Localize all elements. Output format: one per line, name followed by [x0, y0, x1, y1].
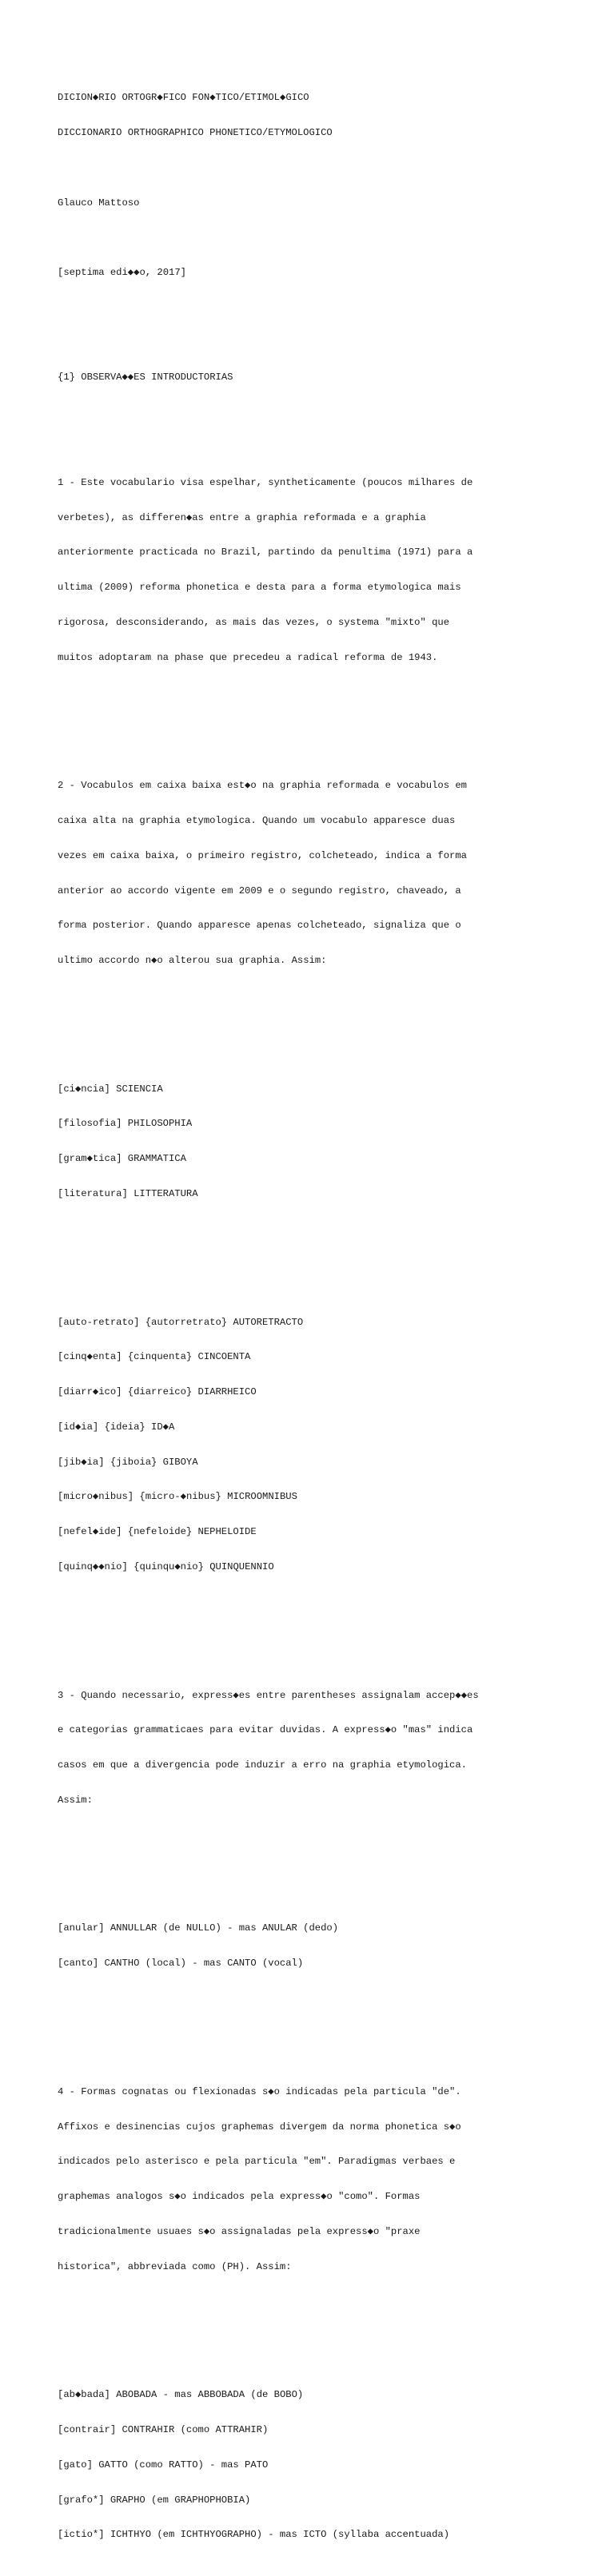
paragraph-1 — [58, 454, 601, 687]
text-line: ultima (2009) reforma phonetica e desta para a forma etymologica mais — [58, 582, 461, 594]
spacer — [58, 232, 601, 244]
spacer — [58, 337, 601, 349]
text-line: Affixos e desinencias cujos graphemas divergem da norma phonetica s◆o — [58, 2121, 461, 2133]
text-line: 4 - Formas cognatas ou flexionadas s◆o indicadas pela particula "de". — [58, 2085, 461, 2097]
example-entry: [quinq◆◆nio] {quinqu◆nio} QUINQUENNIO — [58, 1561, 274, 1572]
example-entry: [literatura] LITTERATURA — [58, 1188, 198, 1199]
example-entry: [contrair] CONTRAHIR (como ATTRAHIR) — [58, 2423, 269, 2435]
text-line: anterior ao accordo vigente em 2009 e o segundo registro, chaveado, a — [58, 885, 461, 896]
example-list-1 — [58, 1059, 601, 1222]
spacer — [58, 162, 601, 174]
text-line: ultimo accordo n◆o alterou sua graphia. Assim: — [58, 955, 327, 967]
text-line: indicados pelo asterisco e pela particula "em". Paradigmas verbaes e — [58, 2156, 456, 2168]
example-entry: [ictio*] ICHTHYO (em ICHTHYOGRAPHO) - mas ICTO (syllaba accentuada) — [58, 2529, 450, 2541]
text-line: forma posterior. Quando apparesce apenas colcheteado, signaliza que o — [58, 920, 461, 932]
paragraph-3 — [58, 1666, 601, 1829]
example-list-3 — [58, 1899, 601, 1993]
spacer — [58, 302, 601, 314]
text-line: caixa alta na graphia etymologica. Quando um vocabulo apparesce duas — [58, 815, 456, 826]
text-line: historica", abbreviada como (PH). Assim: — [58, 2260, 292, 2272]
spacer — [58, 2320, 601, 2332]
example-entry: [jib◆ia] {jiboia} GIBOYA — [58, 1456, 198, 1468]
spacer — [58, 1620, 601, 1632]
text-line: Assim: — [58, 1794, 93, 1806]
text-line: muitos adoptaram na phase que precedeu a radical reforma de 1943. — [58, 651, 438, 663]
example-entry: [gato] GATTO (como RATTO) - mas PATO — [58, 2459, 269, 2471]
text-line: e categorias grammaticaes para evitar duvidas. A express◆o "mas" indica — [58, 1724, 473, 1736]
paragraph-2 — [58, 757, 601, 990]
section-heading: {1} OBSERVA◆◆ES INTRODUCTORIAS — [58, 372, 233, 384]
example-entry: [nefel◆ide] {nefeloide} NEPHELOIDE — [58, 1526, 257, 1538]
example-entry: [canto] CANTHO (local) - mas CANTO (vocal) — [58, 1958, 304, 1970]
text-line: graphemas analogos s◆o indicados pela express◆o "como". Formas — [58, 2191, 421, 2203]
spacer — [58, 1013, 601, 1025]
title-line-1: DICION◆RIO ORTOGR◆FICO FON◆TICO/ETIMOL◆GICO — [58, 92, 309, 104]
text-line: rigorosa, desconsiderando, as mais das vezes, o systema "mixto" que — [58, 616, 450, 628]
author: Glauco Mattoso — [58, 197, 140, 209]
paragraph-4 — [58, 2063, 601, 2296]
text-line: vezes em caixa baixa, o primeiro registro, colcheteado, indica a forma — [58, 849, 467, 861]
document-page — [58, 69, 601, 2576]
example-entry: [diarr◆ico] {diarreico} DIARRHEICO — [58, 1386, 257, 1398]
example-entry: [auto-retrato] {autorretrato} AUTORETRACTO — [58, 1316, 304, 1328]
example-list-2 — [58, 1293, 601, 1596]
example-list-4 — [58, 2366, 601, 2564]
example-entry: [id◆ia] {ideia} ID◆A — [58, 1421, 175, 1433]
spacer — [58, 1246, 601, 1258]
example-entry: [ci◆ncia] SCIENCIA — [58, 1083, 163, 1095]
example-entry: [grafo*] GRAPHO (em GRAPHOPHOBIA) — [58, 2494, 251, 2506]
spacer — [58, 2016, 601, 2028]
example-entry: [gram◆tica] GRAMMATICA — [58, 1153, 186, 1165]
edition-note: [septima edi◆◆o, 2017] — [58, 267, 186, 279]
text-line: 2 - Vocabulos em caixa baixa est◆o na graphia reformada e vocabulos em — [58, 780, 467, 792]
spacer — [58, 407, 601, 419]
title-line-2: DICCIONARIO ORTHOGRAPHICO PHONETICO/ETYMOLOGICO — [58, 126, 333, 138]
spacer — [58, 1853, 601, 1865]
example-entry: [ab◆bada] ABOBADA - mas ABBOBADA (de BOBO) — [58, 2389, 304, 2401]
text-line: 1 - Este vocabulario visa espelhar, syntheticamente (poucos milhares de — [58, 476, 473, 488]
text-line: tradicionalmente usuaes s◆o assignaladas pela express◆o "praxe — [58, 2225, 421, 2237]
text-line: verbetes), as differen◆as entre a graphia reformada e a graphia — [58, 511, 426, 523]
text-line: 3 - Quando necessario, express◆es entre parentheses assignalam accep◆◆es — [58, 1689, 479, 1701]
spacer — [58, 710, 601, 722]
example-entry: [micro◆nibus] {micro-◆nibus} MICROOMNIBUS — [58, 1491, 297, 1503]
example-entry: [anular] ANNULLAR (de NULLO) - mas ANULAR (dedo) — [58, 1922, 339, 1934]
example-entry: [filosofia] PHILOSOPHIA — [58, 1118, 193, 1130]
example-entry: [cinq◆enta] {cinquenta} CINCOENTA — [58, 1351, 251, 1363]
text-line: anteriormente practicada no Brazil, partindo da penultima (1971) para a — [58, 547, 473, 559]
text-line: casos em que a divergencia pode induzir a erro na graphia etymologica. — [58, 1759, 467, 1771]
